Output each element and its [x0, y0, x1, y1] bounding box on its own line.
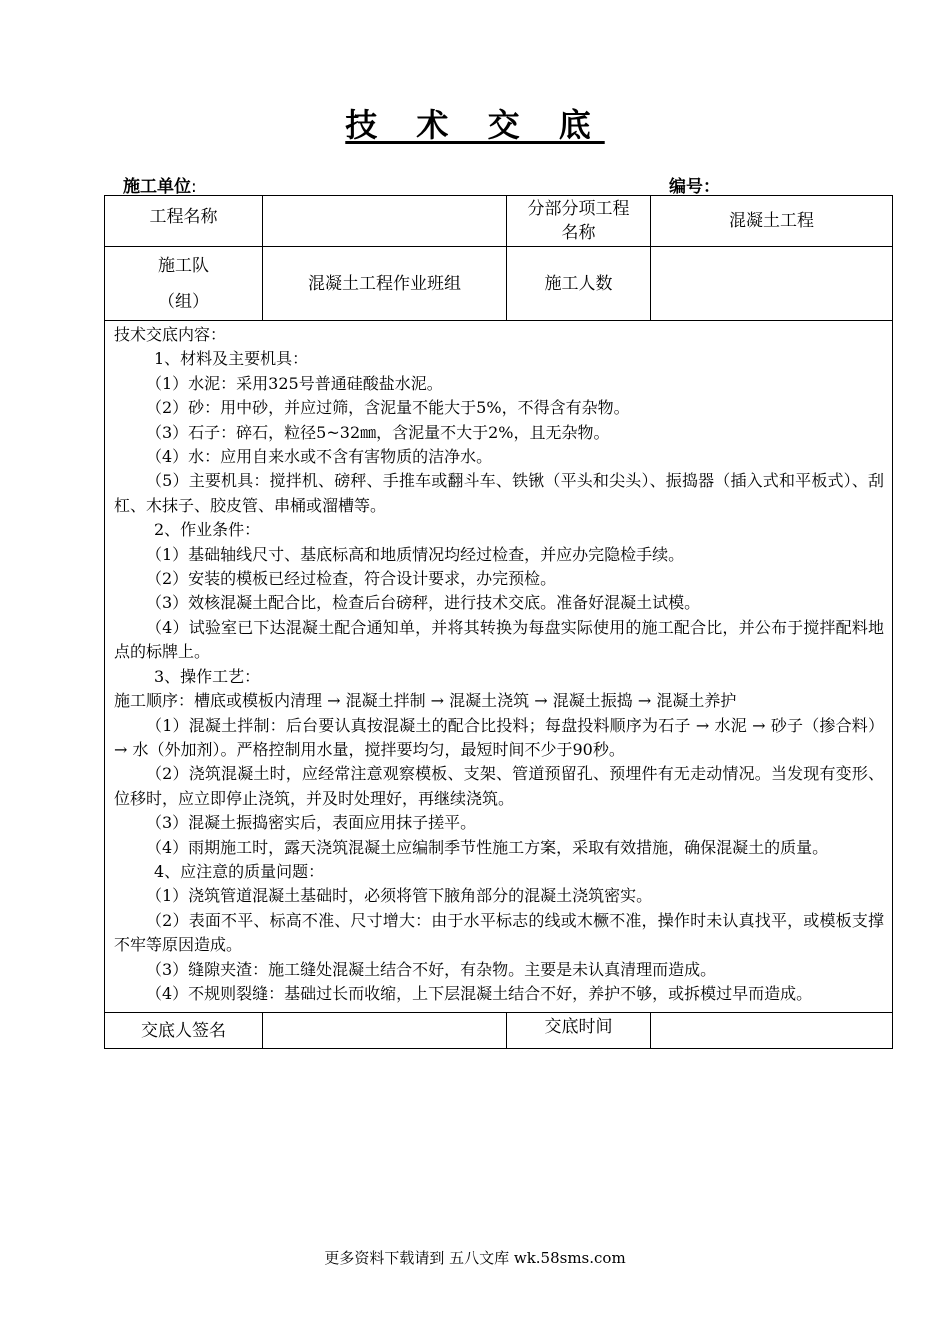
project-name-value[interactable]	[263, 196, 507, 247]
content-paragraph: （4）不规则裂缝：基础过长而收缩，上下层混凝土结合不好，养护不够，或拆模过早而造成。	[146, 983, 813, 1003]
signer-label: 交底人签名	[105, 1013, 263, 1049]
content-paragraph: （3）混凝土振捣密实后，表面应用抹子搓平。	[146, 813, 477, 833]
footer-note: 更多资料下载请到 五八文库 wk.58sms.com	[324, 1249, 626, 1267]
disclosure-content	[105, 321, 893, 1013]
disclosure-time-value[interactable]	[651, 1013, 893, 1049]
headcount-label: 施工人数	[507, 247, 651, 321]
content-paragraph: （3）缝隙夹渣：施工缝处混凝土结合不好，有杂物。主要是未认真清理而造成。	[146, 959, 717, 979]
document-number-label: 编号：	[669, 177, 720, 197]
document-title	[0, 100, 950, 146]
section-heading: 2、作业条件：	[154, 520, 261, 540]
content-paragraph: （2）安装的模板已经过检查，符合设计要求，办完预检。	[146, 569, 557, 589]
content-paragraph: （4）试验室已下达混凝土配合通知单，并将其转换为每盘实际使用的施工配合比，并公布于搅拌配料地点的标牌上。	[114, 617, 884, 662]
content-paragraph: （1）水泥：采用325号普通硅酸盐水泥。	[146, 373, 443, 393]
signer-value[interactable]	[263, 1013, 507, 1049]
section-heading: 3、操作工艺：	[154, 666, 261, 686]
content-paragraph: （1）基础轴线尺寸、基底标高和地质情况均经过检查，并应办完隐检手续。	[146, 544, 685, 564]
content-paragraph: （2）浇筑混凝土时，应经常注意观察模板、支架、管道预留孔、预埋件有无走动情况。当发现有变形、位移时，应立即停止浇筑，并及时处理好，再继续浇筑。	[114, 764, 884, 808]
disclosure-time-label: 交底时间	[507, 1013, 651, 1049]
disclosure-table	[104, 195, 893, 1049]
construction-unit-label: 施工单位:	[123, 177, 197, 197]
project-name-label: 工程名称	[105, 196, 263, 247]
section-heading: 1、材料及主要机具：	[154, 349, 309, 369]
document-title-text: 技 术 交 底	[345, 106, 605, 144]
team-label: 施工队 （组）	[105, 247, 263, 321]
team-value[interactable]: 混凝土工程作业班组	[263, 247, 507, 321]
content-paragraph: （4）水：应用自来水或不含有害物质的洁净水。	[146, 447, 493, 467]
content-paragraph: （4）雨期施工时，露天浇筑混凝土应编制季节性施工方案，采取有效措施，确保混凝土的质量。	[146, 837, 829, 857]
sub-project-label: 分部分项工程名称	[507, 196, 651, 247]
sub-project-value[interactable]: 混凝土工程	[651, 196, 893, 247]
section-heading: 4、应注意的质量问题：	[154, 861, 325, 881]
content-paragraph: （1）浇筑管道混凝土基础时，必须将管下腋角部分的混凝土浇筑密实。	[146, 886, 653, 906]
content-paragraph: （2）砂：用中砂，并应过筛，含泥量不能大于5%，不得含有杂物。	[146, 398, 630, 418]
content-paragraph: （3）效核混凝土配合比，检查后台磅秤，进行技术交底。准备好混凝土试模。	[146, 593, 701, 613]
content-heading: 技术交底内容：	[114, 325, 227, 344]
content-paragraph: （3）石子：碎石，粒径5~32㎜，含泥量不大于2%，且无杂物。	[146, 422, 610, 442]
content-paragraph: （5）主要机具：搅拌机、磅秤、手推车或翻斗车、铁锹（平头和尖头）、振捣器（插入式和平板式）、刮杠、木抹子、胶皮管、串桶或溜槽等。	[114, 471, 884, 515]
content-paragraph: （1）混凝土拌制：后台要认真按混凝土的配合比投料；每盘投料顺序为石子 → 水泥 → 砂子（掺合料）→ 水（外加剂）。严格控制用水量，搅拌要均匀，最短时间不少于90秒。	[114, 715, 884, 759]
headcount-value[interactable]	[651, 247, 893, 321]
process-sequence: 施工顺序：槽底或模板内清理 → 混凝土拌制 → 混凝土浇筑 → 混凝土振捣 → 混凝土养护	[114, 691, 737, 711]
content-paragraph: （2）表面不平、标高不准、尺寸增大：由于水平标志的线或木橛不准，操作时未认真找平，或模板支撑不牢等原因造成。	[114, 910, 884, 955]
